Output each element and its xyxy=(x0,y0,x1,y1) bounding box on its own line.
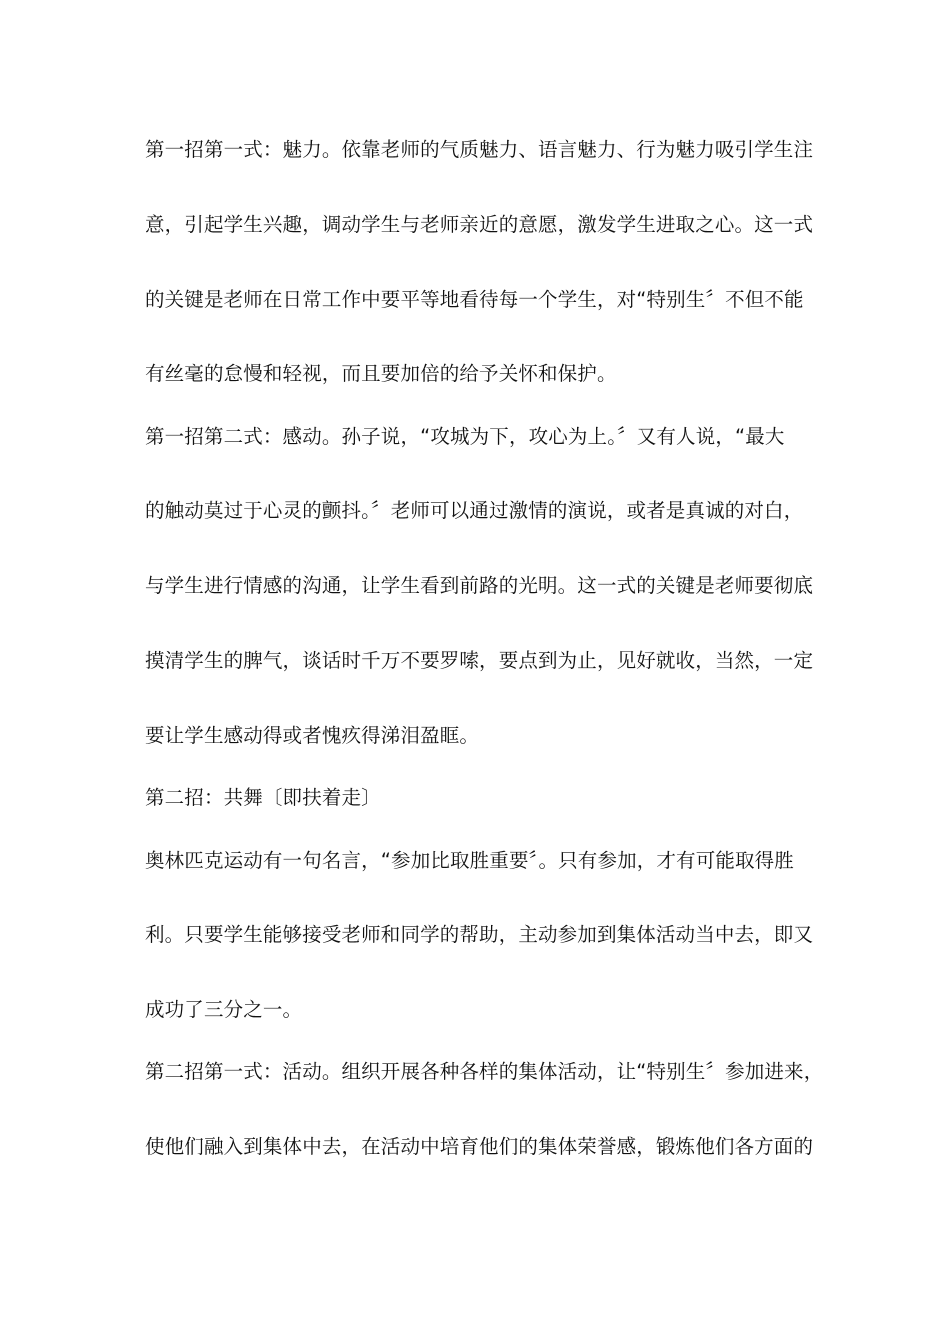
paragraph-line-5: 第一招第二式：感动。孙子说，“攻城为下，攻心为上。〞又有人说，“最大 xyxy=(145,425,785,448)
paragraph-line-1: 第一招第一式：魅力。依靠老师的气质魅力、语言魅力、行为魅力吸引学生注 xyxy=(145,138,814,161)
paragraph-line-4: 有丝毫的怠慢和轻视，而且要加倍的给予关怀和保护。 xyxy=(145,362,617,385)
paragraph-line-7: 与学生进行情感的沟通，让学生看到前路的光明。这一式的关键是老师要彻底 xyxy=(145,574,814,597)
paragraph-line-13: 第二招第一式：活动。组织开展各种各样的集体活动，让“特别生〞参加进来， xyxy=(145,1060,824,1083)
section-heading: 第二招：共舞〔即扶着走〕 xyxy=(145,786,381,809)
paragraph-line-10: 奥林匹克运动有一句名言，“参加比取胜重要〞。只有参加，才有可能取得胜 xyxy=(145,849,794,872)
paragraph-line-12: 成功了三分之一。 xyxy=(145,998,303,1021)
paragraph-line-11: 利。只要学生能够接受老师和同学的帮助，主动参加到集体活动当中去，即又 xyxy=(145,923,814,946)
paragraph-line-8: 摸清学生的脾气，谈话时千万不要罗嗦，要点到为止，见好就收，当然，一定 xyxy=(145,649,814,672)
paragraph-line-14: 使他们融入到集体中去，在活动中培育他们的集体荣誉感，锻炼他们各方面的 xyxy=(145,1135,814,1158)
paragraph-line-3: 的关键是老师在日常工作中要平等地看待每一个学生，对“特别生〞不但不能 xyxy=(145,288,804,311)
paragraph-line-2: 意，引起学生兴趣，调动学生与老师亲近的意愿，激发学生进取之心。这一式 xyxy=(145,213,814,236)
paragraph-line-9: 要让学生感动得或者愧疚得涕泪盈眶。 xyxy=(145,724,480,747)
paragraph-line-6: 的触动莫过于心灵的颤抖。〞老师可以通过激情的演说，或者是真诚的对白， xyxy=(145,499,804,522)
